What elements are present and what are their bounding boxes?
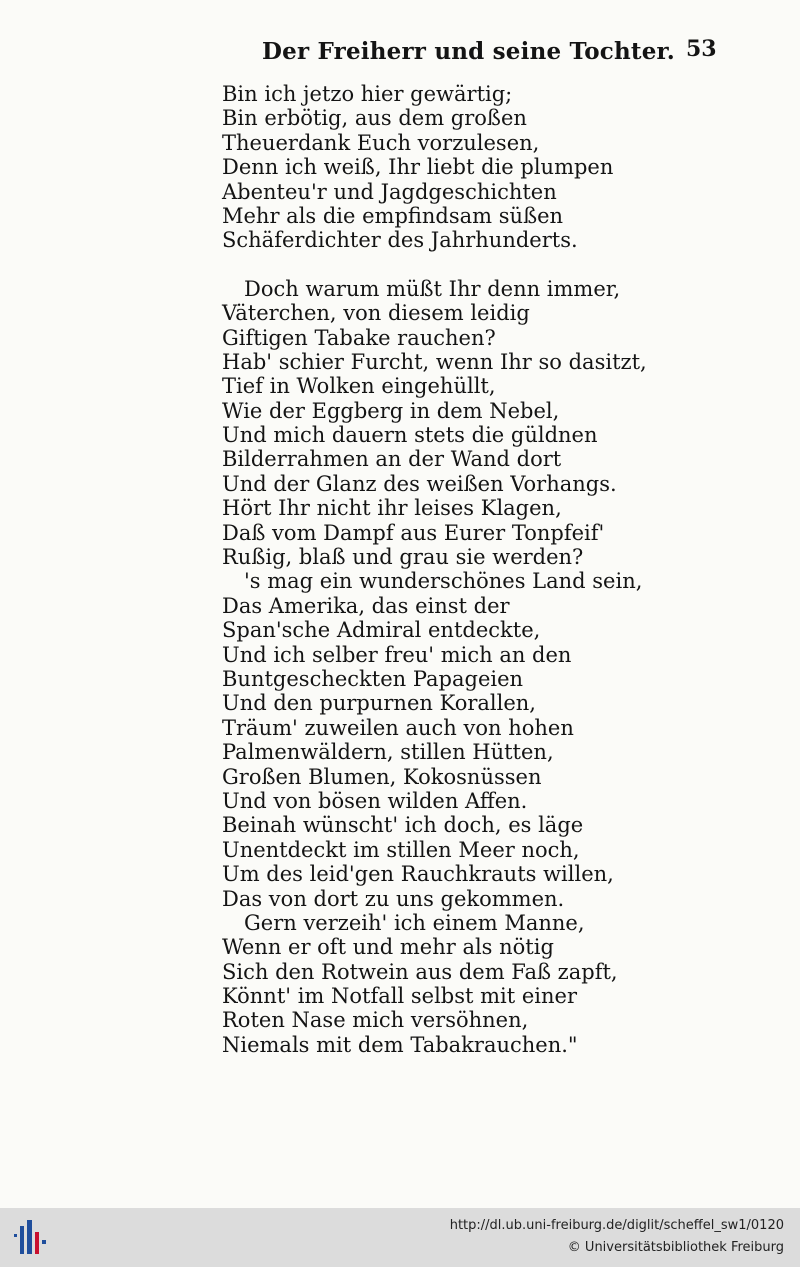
footer-copyright: © Universitätsbibliothek Freiburg	[567, 1240, 784, 1255]
verse-line: Gern verzeih' ich einem Manne,	[244, 910, 585, 935]
verse-line: Väterchen, von diesem leidig	[222, 301, 530, 326]
verse-line: Mehr als die empfindsam süßen	[222, 203, 564, 228]
verse-line: Großen Blumen, Kokosnüssen	[222, 764, 542, 789]
verse-line: Das von dort zu uns gekommen.	[222, 886, 565, 911]
verse-line: Um des leid'gen Rauchkrauts willen,	[222, 862, 614, 887]
verse-line: Theuerdank Euch vorzulesen,	[222, 130, 540, 155]
verse-line: Tief in Wolken eingehüllt,	[222, 374, 496, 399]
verse-line: Bin erbötig, aus dem großen	[222, 106, 527, 131]
page-number: 53	[686, 36, 717, 62]
verse-line: Sich den Rotwein aus dem Faß zapft,	[222, 959, 618, 984]
verse-line: Roten Nase mich versöhnen,	[222, 1008, 529, 1033]
verse-line: Giftigen Tabake rauchen?	[222, 325, 496, 350]
verse-line: Denn ich weiß, Ihr liebt die plumpen	[222, 155, 614, 180]
verse-line: Doch warum müßt Ihr denn immer,	[244, 276, 621, 301]
stanza	[222, 277, 782, 1058]
footer-url-link[interactable]: http://dl.ub.uni-freiburg.de/diglit/scheffel_sw1/0120	[449, 1218, 784, 1233]
verse-line: Bin ich jetzo hier gewärtig;	[222, 82, 513, 106]
verse-line: Und mich dauern stets die güldnen	[222, 423, 598, 448]
verse-line: Wenn er oft und mehr als nötig	[222, 935, 554, 960]
verse-line: Träum' zuweilen auch von hohen	[222, 715, 574, 740]
verse-line: Und der Glanz des weißen Vorhangs.	[222, 471, 617, 496]
verse-line: Beinah wünscht' ich doch, es läge	[222, 813, 584, 838]
poem-body	[222, 82, 782, 1081]
verse-line: Und von bösen wilden Affen.	[222, 788, 528, 813]
running-head-title: Der Freiherr und seine Tochter.	[262, 38, 675, 65]
verse-line: Buntgescheckten Papageien	[222, 666, 524, 691]
verse-line: Palmenwäldern, stillen Hütten,	[222, 740, 554, 765]
verse-line: Span'sche Admiral entdeckte,	[222, 618, 541, 643]
verse-line: Daß vom Dampf aus Eurer Tonpfeif'	[222, 520, 605, 545]
verse-line: Hört Ihr nicht ihr leises Klagen,	[222, 496, 562, 521]
stanza	[222, 82, 782, 253]
verse-line: Und den purpurnen Korallen,	[222, 691, 536, 716]
verse-line: Abenteu'r und Jagdgeschichten	[222, 179, 557, 204]
verse-line: Schäferdichter des Jahrhunderts.	[222, 228, 578, 253]
verse-line: Niemals mit dem Tabakrauchen."	[222, 1032, 578, 1057]
verse-line: 's mag ein wunderschönes Land sein,	[244, 569, 643, 594]
ub-freiburg-logo-icon[interactable]	[10, 1218, 50, 1258]
verse-line: Könnt' im Notfall selbst mit einer	[222, 984, 578, 1009]
footer-bar	[0, 1208, 800, 1267]
verse-line: Wie der Eggberg in dem Nebel,	[222, 398, 560, 423]
verse-line: Das Amerika, das einst der	[222, 593, 510, 618]
verse-line: Rußig, blaß und grau sie werden?	[222, 545, 584, 570]
verse-line: Hab' schier Furcht, wenn Ihr so dasitzt,	[222, 349, 647, 374]
verse-line: Und ich selber freu' mich an den	[222, 642, 572, 667]
verse-line: Unentdeckt im stillen Meer noch,	[222, 837, 580, 862]
verse-line: Bilderrahmen an der Wand dort	[222, 447, 562, 472]
